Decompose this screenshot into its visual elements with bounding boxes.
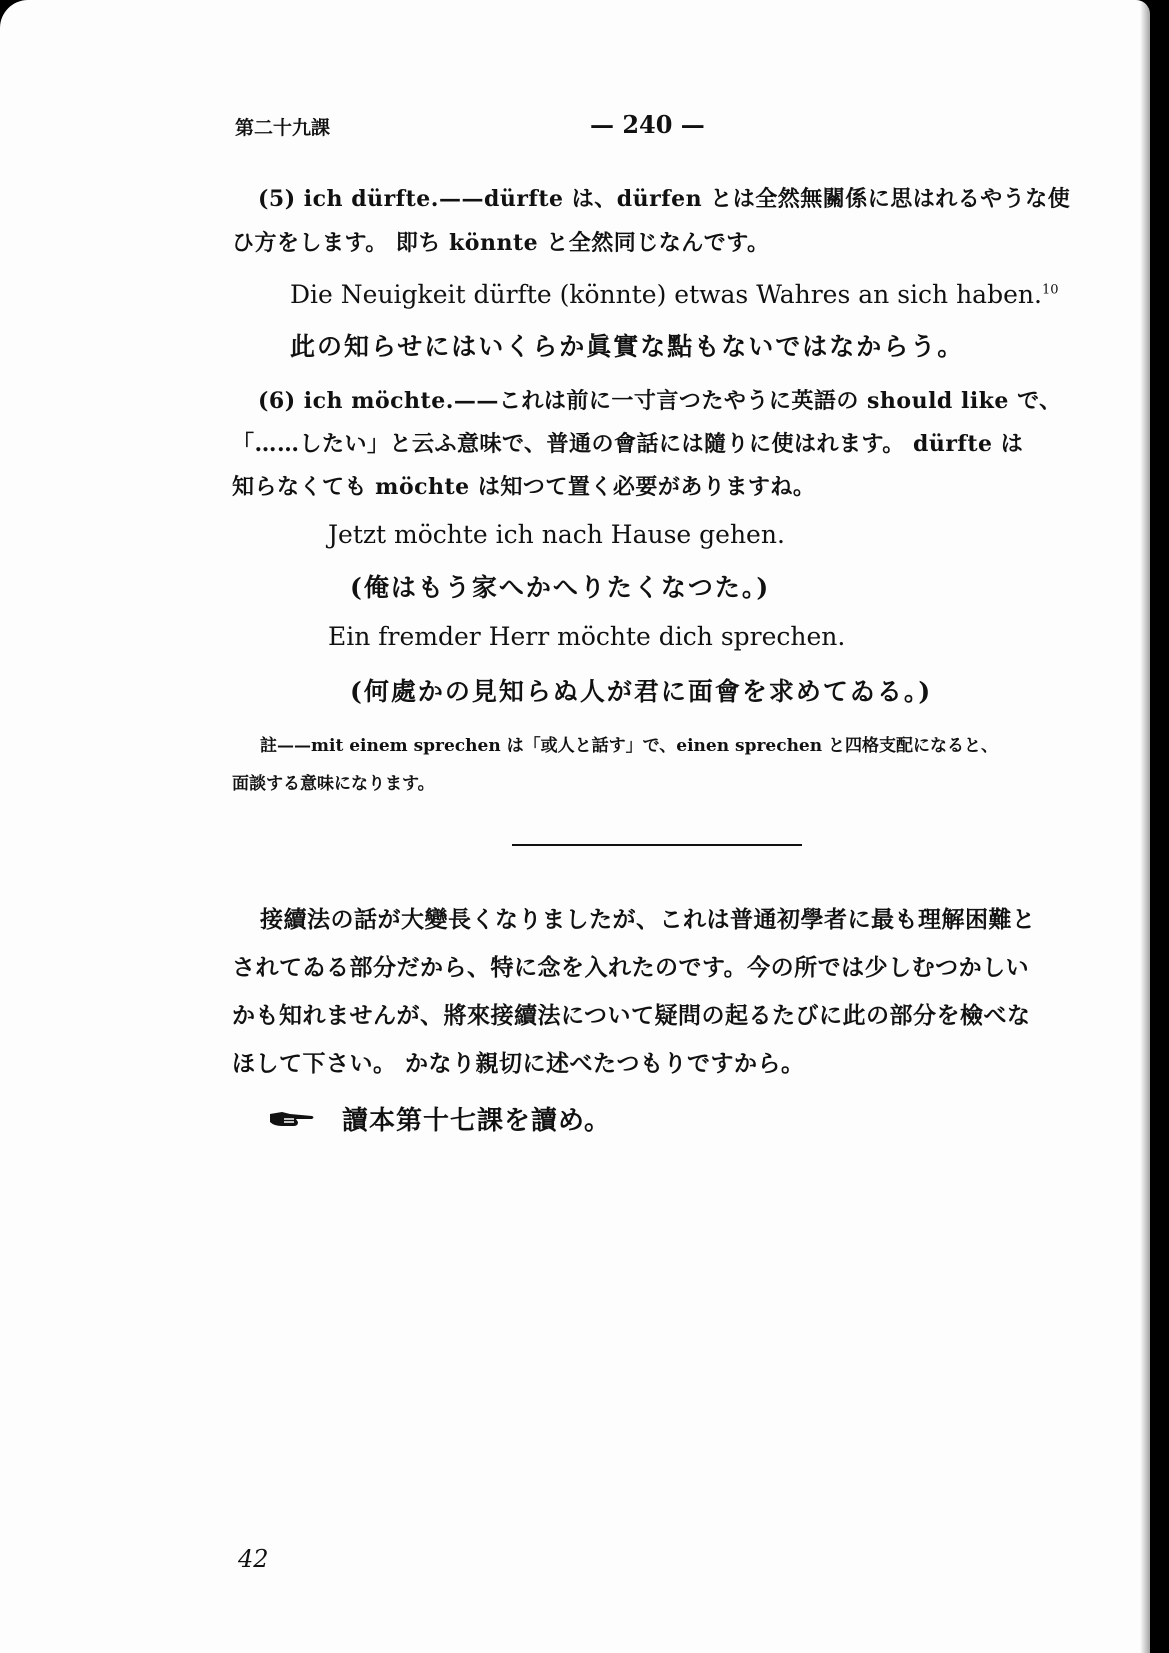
footnote-ref: 10: [1041, 282, 1059, 298]
example3-japanese: (何處かの見知らぬ人が君に面會を求めてゐる。): [350, 677, 933, 706]
page-number: — 240 —: [590, 110, 705, 139]
section5-line1: (5) ich dürfte.——dürfte は、dürfen とは全然無關係に思はれるやうな使: [258, 186, 1071, 212]
note-line2: 面談する意味になります。: [232, 774, 435, 794]
example2-japanese: (俺はもう家へかへりたくなつた。): [350, 573, 771, 602]
section6-line2: 「……したい」と云ふ意味で、普通の會話には隨りに使はれます。 dürfte は: [232, 431, 1024, 457]
example1-japanese: 此の知らせにはいくらか眞實な點もないではなからう。: [290, 332, 965, 361]
example1-german-text: Die Neuigkeit dürfte (könnte) etwas Wahres an sich haben.: [290, 280, 1042, 309]
pointing-hand-icon: [268, 1108, 316, 1130]
lesson-heading: 第二十九課: [235, 117, 331, 139]
section-divider: [512, 844, 802, 846]
section6-line3: 知らなくても möchte は知つて置く必要がありますね。: [232, 474, 816, 500]
example1-german: [290, 280, 1058, 309]
note-line1: 註——mit einem sprechen は「或人と話す」で、einen sprechen と四格支配になると、: [260, 736, 999, 756]
closing-line1: 接續法の話が大變長くなりましたが、これは普通初學者に最も理解困難と: [260, 906, 1036, 933]
section5-line2: ひ方をします。 即ち könnte と全然同じなんです。: [232, 230, 770, 256]
closing-line3: かも知れませんが、將來接續法について疑問の起るたびに此の部分を檢べな: [232, 1002, 1031, 1029]
closing-line2: されてゐる部分だから、特に念を入れたのです。今の所では少しむつかしい: [232, 954, 1030, 981]
example3-german: Ein fremder Herr möchte dich sprechen.: [328, 622, 846, 651]
reading-instruction: 讀本第十七課を讀め。: [342, 1106, 611, 1136]
footer-page-number: 42: [238, 1545, 269, 1573]
section6-line1: (6) ich möchte.——これは前に一寸言つたやうに英語の should like で、: [258, 388, 1062, 414]
example2-german: Jetzt möchte ich nach Hause gehen.: [328, 520, 785, 549]
closing-line4: ほして下さい。 かなり親切に述べたつもりですから。: [232, 1050, 805, 1077]
